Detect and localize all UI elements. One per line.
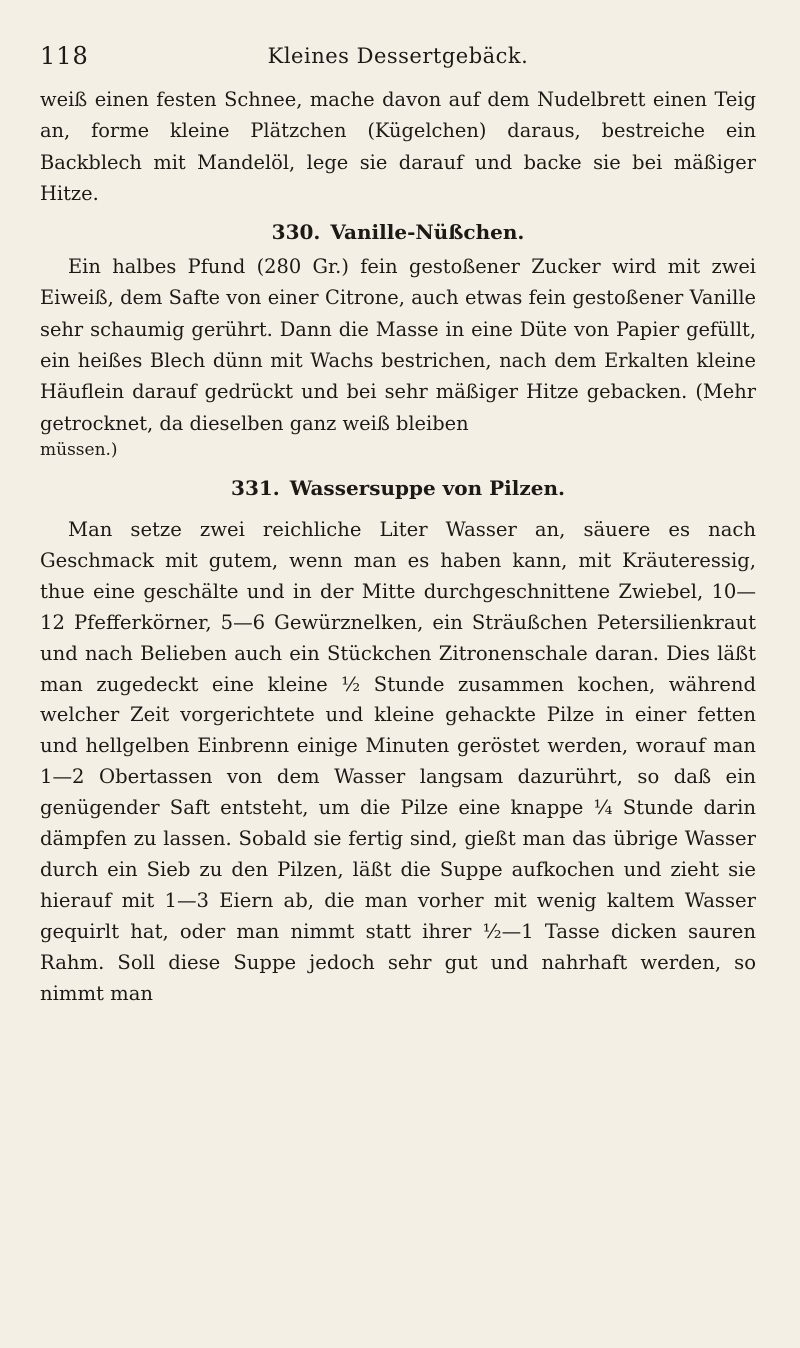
page-number: 118 <box>40 42 89 70</box>
recipe-330-text: Ein halbes Pfund (280 Gr.) fein gestoßener Zucker wird mit zwei Eiweiß, dem Safte von einer Citrone, auch etwas fein gestoßener Vanille sehr schaumig gerührt. Dann die Masse in eine Düte von Papier gefüllt, ein heißes Blech dünn mit Wachs bestrichen, nach dem Erkalten kleine Häuflein darauf gedrückt und bei sehr mäßiger Hitze gebacken. (Mehr getrocknet, da dieselben ganz weiß bleiben <box>40 255 756 435</box>
recipe-number: 330. <box>271 220 321 245</box>
recipe-331-text: Man setze zwei reichliche Liter Wasser an, säuere es nach Geschmack mit gutem, wenn man es haben kann, mit Kräuteressig, thue eine geschälte und in der Mitte durchgeschnittene Zwiebel, 10—12 Pfefferkörner, 5—6 Gewürznelken, ein Sträußchen Petersilienkraut und nach Belieben auch ein Stückchen Zitronenschale daran. Dies läßt man zugedeckt eine kleine ½ Stunde zusammen kochen, während welcher Zeit vorgerichtete und kleine gehackte Pilze in einer fetten und hellgelben Einbrenn einige Minuten geröstet werden, worauf man 1—2 Obertassen von dem Wasser langsam dazurührt, so daß ein genügender Saft entsteht, um die Pilze eine knappe ¼ Stunde darin dämpfen zu lassen. Sobald sie fertig sind, gießt man das übrige Wasser durch ein Sieb zu den Pilzen, läßt die Suppe aufkochen und zieht sie hierauf mit 1—3 Eiern ab, die man vorher mit wenig kaltem Wasser gequirlt hat, oder man nimmt statt ihrer ½—1 Tasse dicken sauren Rahm. Soll diese Suppe jedoch sehr gut und nahrhaft werden, so nimmt man <box>40 517 756 1005</box>
running-title: Kleines Dessertgebäck. <box>267 44 529 68</box>
page-header <box>40 42 756 74</box>
continued-paragraph: weiß einen festen Schnee, mache davon auf dem Nudelbrett einen Teig an, forme kleine Plätzchen (Kügelchen) daraus, bestreiche ein Backblech mit Mandelöl, lege sie darauf und backe sie bei mäßiger Hitze. <box>40 88 756 205</box>
recipe-title: Vanille-Nüßchen. <box>330 220 525 245</box>
page-body <box>40 84 756 1009</box>
recipe-number: 331. <box>231 475 280 500</box>
recipe-330-end: müssen.) <box>40 439 118 460</box>
recipe-heading-331 <box>40 471 756 505</box>
recipe-heading-330 <box>40 215 756 249</box>
recipe-title: Wassersuppe von Pilzen. <box>289 475 565 500</box>
